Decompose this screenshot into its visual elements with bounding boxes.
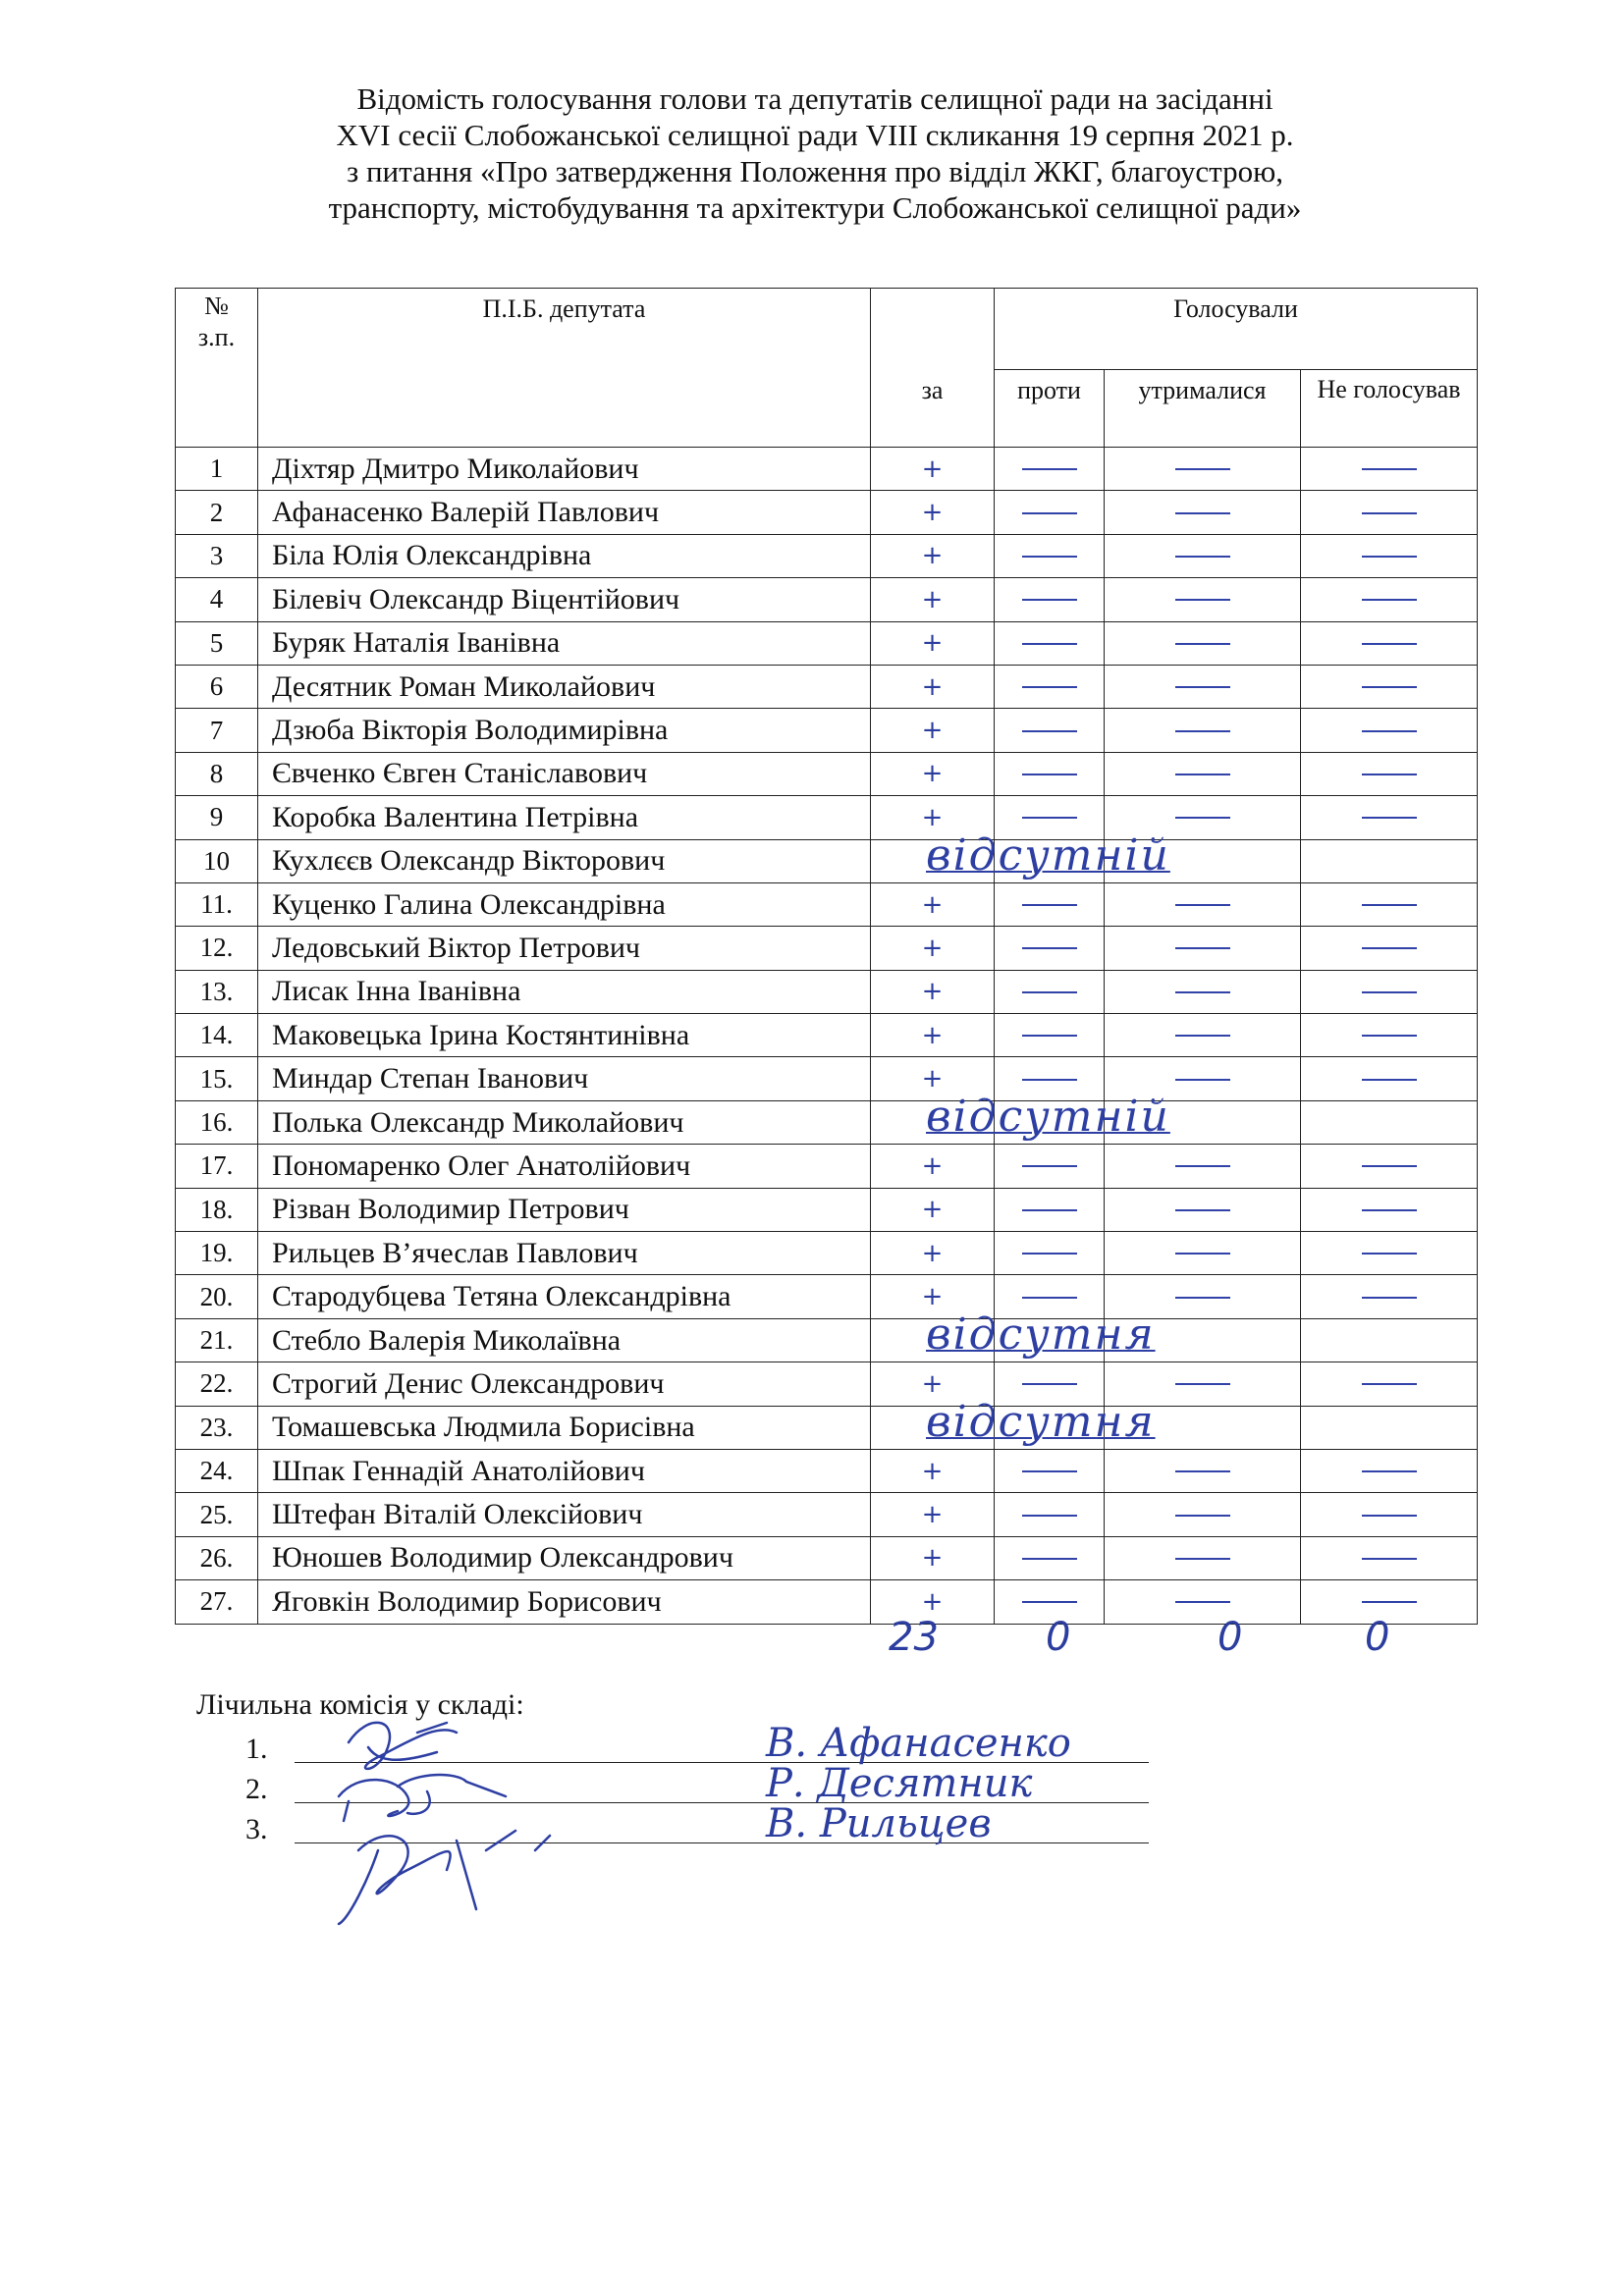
handwritten-signatures xyxy=(309,1703,604,1929)
vote-against-cell xyxy=(926,1091,1170,1144)
vote-against-cell xyxy=(995,1536,1105,1579)
header-against: проти xyxy=(995,370,1105,448)
absent-note: відсутня xyxy=(926,1396,1156,1447)
deputy-name: Кухлєєв Олександр Вікторович xyxy=(258,839,871,882)
dash-mark xyxy=(1362,904,1417,906)
dash-mark xyxy=(1022,1297,1077,1299)
vote-abstained-cell xyxy=(1105,621,1301,665)
deputy-name: Пономаренко Олег Анатолійович xyxy=(258,1145,871,1188)
deputy-name: Різван Володимир Петрович xyxy=(258,1188,871,1231)
table-row xyxy=(176,1232,1478,1275)
vote-against-cell xyxy=(995,534,1105,577)
vote-abstained-cell xyxy=(1105,970,1301,1013)
deputy-name: Томашевська Людмила Борисівна xyxy=(258,1406,871,1449)
vote-for-mark: + xyxy=(921,889,944,920)
dash-mark xyxy=(1175,1515,1230,1517)
vote-for-mark: + xyxy=(921,977,944,1007)
vote-for-mark: + xyxy=(921,716,944,746)
dash-mark xyxy=(1362,1601,1417,1603)
vote-for-cell xyxy=(871,1536,995,1579)
vote-for-mark: + xyxy=(921,802,944,832)
deputy-name: Юношев Володимир Олександрович xyxy=(258,1536,871,1579)
vote-for-mark: + xyxy=(921,759,944,789)
dash-mark xyxy=(1175,1209,1230,1211)
table-row xyxy=(176,709,1478,752)
dash-mark xyxy=(1362,1383,1417,1385)
dash-mark xyxy=(1175,1470,1230,1472)
vote-abstained-cell xyxy=(1105,1536,1301,1579)
dash-mark xyxy=(1022,599,1077,601)
row-number: 12. xyxy=(176,927,258,970)
dash-mark xyxy=(1022,1558,1077,1560)
dash-mark xyxy=(1362,512,1417,514)
title-line: XVI сесії Слобожанської селищної ради VIII скликання 19 серпня 2021 р. xyxy=(336,118,1294,152)
title-line: з питання «Про затвердження Положення про відділ ЖКГ, благоустрою, xyxy=(346,154,1284,188)
dash-mark xyxy=(1175,774,1230,775)
dash-mark xyxy=(1362,1297,1417,1299)
table-row xyxy=(176,839,1478,882)
total-abstained: 0 xyxy=(1218,1615,1243,1660)
table-row xyxy=(176,1362,1478,1406)
row-number: 2 xyxy=(176,491,258,534)
vote-not-voted-cell xyxy=(1301,1536,1478,1579)
row-number: 4 xyxy=(176,578,258,621)
deputy-name: Ледовський Віктор Петрович xyxy=(258,927,871,970)
table-row xyxy=(176,1406,1478,1449)
vote-for-cell xyxy=(871,1188,995,1231)
vote-not-voted-cell xyxy=(1301,970,1478,1013)
dash-mark xyxy=(1362,1470,1417,1472)
vote-for-mark: + xyxy=(921,933,944,963)
vote-abstained-cell xyxy=(1105,448,1301,491)
table-row xyxy=(176,882,1478,926)
vote-against-cell xyxy=(995,1014,1105,1057)
header-not-voted: Не голосував xyxy=(1301,370,1478,448)
vote-against-cell xyxy=(995,709,1105,752)
vote-against-cell xyxy=(926,1396,1156,1449)
vote-abstained-cell xyxy=(1105,1493,1301,1536)
table-row xyxy=(176,1188,1478,1231)
vote-not-voted-cell xyxy=(1301,1406,1478,1449)
dash-mark xyxy=(1362,817,1417,819)
vote-not-voted-cell xyxy=(1301,882,1478,926)
row-number: 11. xyxy=(176,882,258,926)
dash-mark xyxy=(1362,599,1417,601)
row-number: 26. xyxy=(176,1536,258,1579)
vote-for-cell xyxy=(871,534,995,577)
vote-abstained-cell xyxy=(1105,1318,1301,1362)
row-number: 25. xyxy=(176,1493,258,1536)
dash-mark xyxy=(1362,1253,1417,1255)
row-number: 9 xyxy=(176,796,258,839)
vote-against-cell xyxy=(995,1493,1105,1536)
dash-mark xyxy=(1022,904,1077,906)
vote-against-cell xyxy=(926,829,1170,882)
vote-not-voted-cell xyxy=(1301,665,1478,708)
vote-for-mark: + xyxy=(921,1282,944,1312)
vote-not-voted-cell xyxy=(1301,1145,1478,1188)
deputy-name: Буряк Наталія Іванівна xyxy=(258,621,871,665)
vote-for-cell xyxy=(871,1232,995,1275)
vote-abstained-cell xyxy=(1105,882,1301,926)
member-name: В. Рильцев xyxy=(766,1801,992,1846)
member-number: 1. xyxy=(245,1733,268,1765)
dash-mark xyxy=(1022,774,1077,775)
dash-mark xyxy=(1175,643,1230,645)
vote-not-voted-cell xyxy=(1301,1362,1478,1406)
dash-mark xyxy=(1175,1165,1230,1167)
dash-mark xyxy=(1175,1079,1230,1081)
dash-mark xyxy=(1022,1165,1077,1167)
vote-for-cell xyxy=(871,665,995,708)
vote-abstained-cell xyxy=(1105,1188,1301,1231)
dash-mark xyxy=(1022,730,1077,732)
header-for: за xyxy=(871,370,995,448)
vote-abstained-cell xyxy=(1105,534,1301,577)
title-line: транспорту, містобудування та архітектури Слобожанської селищної ради» xyxy=(328,190,1302,225)
dash-mark xyxy=(1022,1079,1077,1081)
row-number: 14. xyxy=(176,1014,258,1057)
row-number: 3 xyxy=(176,534,258,577)
dash-mark xyxy=(1362,947,1417,949)
vote-against-cell xyxy=(995,1188,1105,1231)
row-number: 20. xyxy=(176,1275,258,1318)
deputy-name: Куценко Галина Олександрівна xyxy=(258,882,871,926)
vote-for-mark: + xyxy=(921,1500,944,1530)
vote-against-cell xyxy=(995,448,1105,491)
deputy-name: Рильцев В’ячеслав Павлович xyxy=(258,1232,871,1275)
dash-mark xyxy=(1022,817,1077,819)
vote-for-cell xyxy=(871,927,995,970)
vote-not-voted-cell xyxy=(1301,1232,1478,1275)
dash-mark xyxy=(1175,599,1230,601)
table-row xyxy=(176,534,1478,577)
deputy-name: Шпак Геннадій Анатолійович xyxy=(258,1449,871,1492)
vote-not-voted-cell xyxy=(1301,1318,1478,1362)
dash-mark xyxy=(1175,1601,1230,1603)
dash-mark xyxy=(1022,686,1077,688)
vote-against-cell xyxy=(995,1232,1105,1275)
vote-not-voted-cell xyxy=(1301,1057,1478,1100)
vote-for-mark: + xyxy=(921,671,944,702)
table-row xyxy=(176,796,1478,839)
deputy-name: Біла Юлія Олександрівна xyxy=(258,534,871,577)
vote-for-cell xyxy=(871,1449,995,1492)
vote-for-mark: + xyxy=(921,454,944,484)
header-abstained: утрималися xyxy=(1105,370,1301,448)
vote-against-cell xyxy=(995,665,1105,708)
dash-mark xyxy=(1362,643,1417,645)
dash-mark xyxy=(1022,556,1077,558)
dash-mark xyxy=(1022,643,1077,645)
row-number: 18. xyxy=(176,1188,258,1231)
vote-for-cell xyxy=(871,578,995,621)
vote-against-cell xyxy=(995,882,1105,926)
vote-for-mark: + xyxy=(921,1238,944,1268)
voting-table xyxy=(175,288,1478,1625)
vote-for-mark: + xyxy=(921,1456,944,1486)
deputy-name: Миндар Степан Іванович xyxy=(258,1057,871,1100)
absent-note: відсутній xyxy=(926,1091,1170,1142)
dash-mark xyxy=(1022,1209,1077,1211)
vote-for-mark: + xyxy=(921,1195,944,1225)
dash-mark xyxy=(1022,1515,1077,1517)
vote-not-voted-cell xyxy=(1301,621,1478,665)
dash-mark xyxy=(1362,686,1417,688)
table-row xyxy=(176,665,1478,708)
table-row xyxy=(176,752,1478,795)
table-row xyxy=(176,491,1478,534)
vote-against-cell xyxy=(995,621,1105,665)
row-number: 1 xyxy=(176,448,258,491)
dash-mark xyxy=(1362,730,1417,732)
table-row xyxy=(176,1318,1478,1362)
vote-for-cell xyxy=(871,1014,995,1057)
vote-not-voted-cell xyxy=(1301,796,1478,839)
vote-for-cell xyxy=(871,752,995,795)
table-row xyxy=(176,1014,1478,1057)
dash-mark xyxy=(1362,468,1417,470)
vote-not-voted-cell xyxy=(1301,1275,1478,1318)
row-number: 15. xyxy=(176,1057,258,1100)
dash-mark xyxy=(1175,817,1230,819)
vote-abstained-cell xyxy=(1105,1406,1301,1449)
dash-mark xyxy=(1362,774,1417,775)
vote-against-cell xyxy=(926,1308,1156,1362)
vote-not-voted-cell xyxy=(1301,1014,1478,1057)
vote-against-cell xyxy=(995,752,1105,795)
vote-against-cell xyxy=(995,578,1105,621)
deputy-name: Білевіч Олександр Віцентійович xyxy=(258,578,871,621)
vote-abstained-cell xyxy=(1105,665,1301,708)
title-line: Відомість голосування голови та депутатів селищної ради на засіданні xyxy=(356,81,1273,116)
absent-note: відсутня xyxy=(926,1308,1156,1360)
dash-mark xyxy=(1175,468,1230,470)
vote-not-voted-cell xyxy=(1301,491,1478,534)
dash-mark xyxy=(1175,1297,1230,1299)
vote-abstained-cell xyxy=(1105,927,1301,970)
deputy-name: Полька Олександр Миколайович xyxy=(258,1100,871,1144)
vote-not-voted-cell xyxy=(1301,927,1478,970)
vote-for-cell xyxy=(871,882,995,926)
vote-not-voted-cell xyxy=(1301,1188,1478,1231)
vote-for-mark: + xyxy=(921,1543,944,1574)
dash-mark xyxy=(1362,1079,1417,1081)
dash-mark xyxy=(1362,1515,1417,1517)
row-number: 27. xyxy=(176,1580,258,1624)
vote-against-cell xyxy=(995,491,1105,534)
dash-mark xyxy=(1362,1035,1417,1037)
row-number: 23. xyxy=(176,1406,258,1449)
row-number: 17. xyxy=(176,1145,258,1188)
member-number: 3. xyxy=(245,1813,268,1845)
vote-abstained-cell xyxy=(1105,578,1301,621)
dash-mark xyxy=(1175,556,1230,558)
dash-mark xyxy=(1022,512,1077,514)
dash-mark xyxy=(1175,686,1230,688)
vote-for-mark: + xyxy=(921,584,944,614)
vote-abstained-cell xyxy=(1105,1232,1301,1275)
vote-abstained-cell xyxy=(1105,1100,1301,1144)
deputy-name: Стебло Валерія Миколаївна xyxy=(258,1318,871,1362)
dash-mark xyxy=(1022,1253,1077,1255)
vote-for-mark: + xyxy=(921,1064,944,1095)
header-for-top xyxy=(871,289,995,370)
row-number: 6 xyxy=(176,665,258,708)
total-against: 0 xyxy=(1046,1615,1071,1660)
vote-for-mark: + xyxy=(921,1020,944,1050)
row-number: 19. xyxy=(176,1232,258,1275)
total-not-voted: 0 xyxy=(1365,1615,1390,1660)
vote-for-cell xyxy=(871,1145,995,1188)
row-number: 22. xyxy=(176,1362,258,1406)
header-name: П.І.Б. депутата xyxy=(258,289,871,448)
table-row xyxy=(176,1275,1478,1318)
table-row xyxy=(176,1057,1478,1100)
dash-mark xyxy=(1175,991,1230,993)
member-number: 2. xyxy=(245,1773,268,1805)
deputy-name: Десятник Роман Миколайович xyxy=(258,665,871,708)
document-title xyxy=(147,80,1483,226)
member-name: В. Афанасенко xyxy=(766,1721,1071,1766)
row-number: 8 xyxy=(176,752,258,795)
dash-mark xyxy=(1362,991,1417,993)
row-number: 10 xyxy=(176,839,258,882)
dash-mark xyxy=(1175,730,1230,732)
vote-for-cell xyxy=(871,1493,995,1536)
vote-not-voted-cell xyxy=(1301,1100,1478,1144)
deputy-name: Діхтяр Дмитро Миколайович xyxy=(258,448,871,491)
vote-abstained-cell xyxy=(1105,1014,1301,1057)
deputy-name: Маковецька Ірина Костянтинівна xyxy=(258,1014,871,1057)
vote-for-cell xyxy=(871,621,995,665)
deputy-name: Штефан Віталій Олексійович xyxy=(258,1493,871,1536)
vote-not-voted-cell xyxy=(1301,839,1478,882)
vote-for-cell xyxy=(871,970,995,1013)
vote-abstained-cell xyxy=(1105,752,1301,795)
deputy-name: Коробка Валентина Петрівна xyxy=(258,796,871,839)
member-name: Р. Десятник xyxy=(766,1761,1033,1806)
row-number: 5 xyxy=(176,621,258,665)
table-row xyxy=(176,1100,1478,1144)
vote-for-mark: + xyxy=(921,1150,944,1181)
table-row xyxy=(176,1536,1478,1579)
deputy-name: Дзюба Вікторія Володимирівна xyxy=(258,709,871,752)
vote-for-cell xyxy=(871,448,995,491)
vote-not-voted-cell xyxy=(1301,1493,1478,1536)
deputy-name: Яговкін Володимир Борисович xyxy=(258,1580,871,1624)
vote-against-cell xyxy=(995,970,1105,1013)
vote-for-cell xyxy=(871,709,995,752)
row-number: 24. xyxy=(176,1449,258,1492)
table-row xyxy=(176,1449,1478,1492)
row-number: 16. xyxy=(176,1100,258,1144)
dash-mark xyxy=(1022,991,1077,993)
deputy-name: Євченко Євген Станіславович xyxy=(258,752,871,795)
vote-against-cell xyxy=(995,1145,1105,1188)
vote-against-cell xyxy=(995,1449,1105,1492)
vote-for-cell xyxy=(871,491,995,534)
dash-mark xyxy=(1362,1165,1417,1167)
dash-mark xyxy=(1362,1558,1417,1560)
dash-mark xyxy=(1022,468,1077,470)
total-for: 23 xyxy=(889,1615,939,1660)
table-row xyxy=(176,1580,1478,1624)
vote-against-cell xyxy=(995,927,1105,970)
table-row xyxy=(176,448,1478,491)
table-row xyxy=(176,578,1478,621)
dash-mark xyxy=(1362,556,1417,558)
vote-abstained-cell xyxy=(1105,1449,1301,1492)
row-number: 7 xyxy=(176,709,258,752)
dash-mark xyxy=(1022,947,1077,949)
dash-mark xyxy=(1175,512,1230,514)
vote-not-voted-cell xyxy=(1301,752,1478,795)
dash-mark xyxy=(1022,1035,1077,1037)
vote-for-mark: + xyxy=(921,1586,944,1617)
vote-not-voted-cell xyxy=(1301,1449,1478,1492)
dash-mark xyxy=(1022,1383,1077,1385)
dash-mark xyxy=(1022,1470,1077,1472)
deputy-name: Афанасенко Валерій Павлович xyxy=(258,491,871,534)
vote-for-mark: + xyxy=(921,628,944,659)
dash-mark xyxy=(1175,1558,1230,1560)
deputy-name: Строгий Денис Олександрович xyxy=(258,1362,871,1406)
dash-mark xyxy=(1175,1383,1230,1385)
vote-abstained-cell xyxy=(1105,1580,1301,1624)
table-row xyxy=(176,621,1478,665)
dash-mark xyxy=(1175,1253,1230,1255)
header-number: № з.п. xyxy=(176,289,258,448)
deputy-name: Лисак Інна Іванівна xyxy=(258,970,871,1013)
table-row xyxy=(176,1493,1478,1536)
deputy-name: Стародубцева Тетяна Олександрівна xyxy=(258,1275,871,1318)
vote-not-voted-cell xyxy=(1301,709,1478,752)
row-number: 21. xyxy=(176,1318,258,1362)
table-row xyxy=(176,927,1478,970)
table-row xyxy=(176,970,1478,1013)
header-voted: Голосували xyxy=(995,289,1478,370)
vote-abstained-cell xyxy=(1105,709,1301,752)
dash-mark xyxy=(1362,1209,1417,1211)
vote-for-mark: + xyxy=(921,498,944,528)
commission-label: Лічильна комісія у складі: xyxy=(196,1688,524,1721)
vote-for-mark: + xyxy=(921,1368,944,1399)
dash-mark xyxy=(1175,947,1230,949)
dash-mark xyxy=(1175,1035,1230,1037)
row-number: 13. xyxy=(176,970,258,1013)
dash-mark xyxy=(1022,1601,1077,1603)
vote-abstained-cell xyxy=(1105,1145,1301,1188)
vote-not-voted-cell xyxy=(1301,448,1478,491)
vote-not-voted-cell xyxy=(1301,578,1478,621)
absent-note: відсутній xyxy=(926,829,1170,881)
vote-for-mark: + xyxy=(921,541,944,571)
vote-abstained-cell xyxy=(1105,839,1301,882)
dash-mark xyxy=(1175,904,1230,906)
vote-abstained-cell xyxy=(1105,491,1301,534)
table-row xyxy=(176,1145,1478,1188)
vote-not-voted-cell xyxy=(1301,534,1478,577)
